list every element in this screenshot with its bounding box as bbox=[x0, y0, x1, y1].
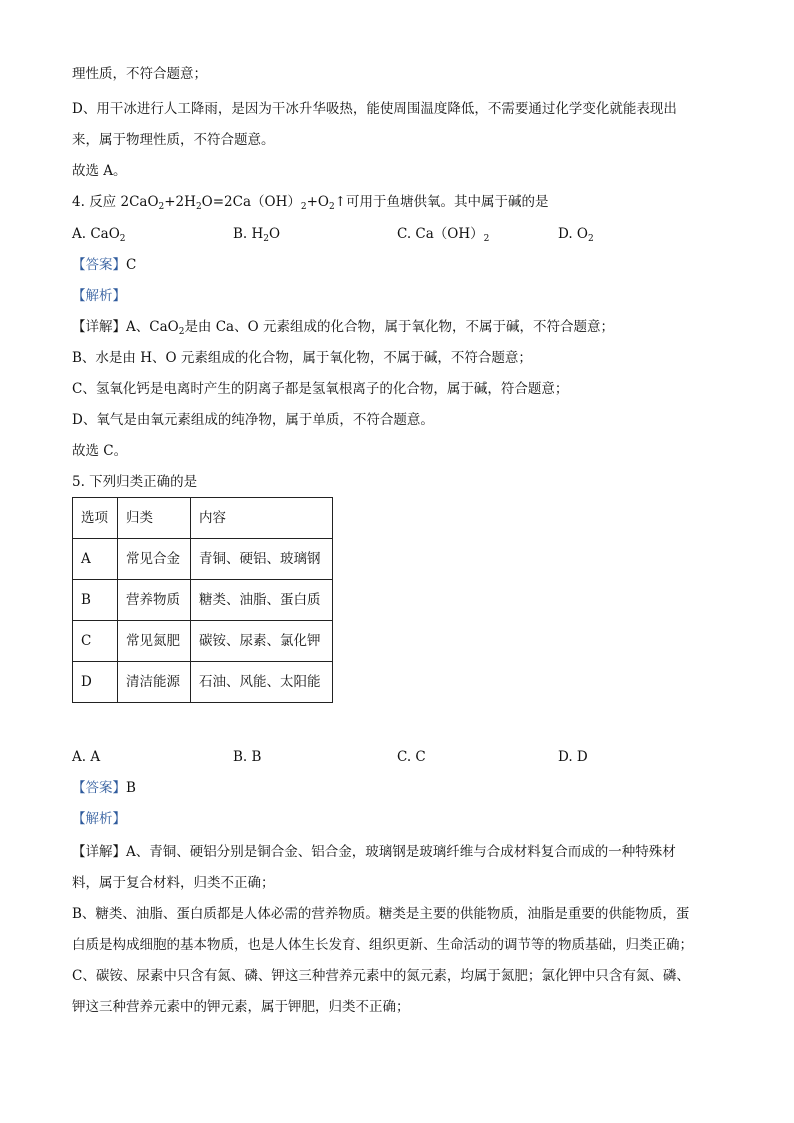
q4-sub: 2 bbox=[328, 202, 335, 212]
q4-option-b-tail: O bbox=[269, 226, 281, 242]
analysis-label: 【解析】 bbox=[72, 811, 126, 827]
q4-sub: 2 bbox=[588, 234, 594, 244]
q5-option-b: B. B bbox=[233, 749, 262, 765]
q5-detail-b-cont: 白质是构成细胞的基本物质，也是人体生长发育、组织更新、生命活动的调节等的物质基础，归类正确； bbox=[72, 937, 693, 953]
q4-stem-b: +2H bbox=[164, 194, 196, 210]
table-cell: 清洁能源 bbox=[118, 662, 191, 703]
table-header-cell: 归类 bbox=[118, 498, 191, 539]
q4-option-b bbox=[233, 224, 280, 244]
q4-sub: 2 bbox=[195, 202, 202, 212]
q4-option-a-text: A. CaO bbox=[72, 226, 120, 242]
table-cell: 青铜、硬铝、玻璃钢 bbox=[191, 539, 333, 580]
q4-stem-c: O=2Ca（OH） bbox=[201, 194, 301, 210]
table-cell: 常见合金 bbox=[118, 539, 191, 580]
q5-answer bbox=[72, 778, 136, 798]
q4-option-a bbox=[72, 224, 126, 244]
q5-detail-b: B、糖类、油脂、蛋白质都是人体必需的营养物质。糖类是主要的供能物质，油脂是重要的供能物质，蛋 bbox=[72, 906, 690, 922]
table-row bbox=[73, 539, 333, 580]
q4-sub: 2 bbox=[263, 234, 270, 244]
analysis-label: 【解析】 bbox=[72, 288, 126, 304]
answer-label: 【答案】 bbox=[72, 257, 126, 273]
table-cell: 石油、风能、太阳能 bbox=[191, 662, 333, 703]
q5-detail-a bbox=[72, 842, 676, 862]
classification-table bbox=[72, 497, 333, 703]
q5-detail-a-cont: 料，属于复合材料，归类不正确； bbox=[72, 875, 275, 891]
detail-text: A、CaO bbox=[126, 319, 179, 335]
q4-option-c-text: C. Ca（OH） bbox=[397, 226, 484, 242]
detail-text: 是由 Ca、O 元素组成的化合物，属于氧化物，不属于碱，不符合题意； bbox=[184, 319, 614, 335]
table-header-row bbox=[73, 498, 333, 539]
table-cell: C bbox=[73, 621, 118, 662]
q4-conclusion: 故选 C。 bbox=[72, 443, 128, 459]
table-row bbox=[73, 580, 333, 621]
table-cell: 糖类、油脂、蛋白质 bbox=[191, 580, 333, 621]
q4-sub: 2 bbox=[178, 327, 185, 337]
answer-label: 【答案】 bbox=[72, 780, 126, 796]
q4-sub: 2 bbox=[483, 234, 490, 244]
q4-stem bbox=[72, 192, 549, 212]
table-row bbox=[73, 662, 333, 703]
q4-detail-c: C、氢氧化钙是电离时产生的阴离子都是氢氧根离子的化合物，属于碱，符合题意； bbox=[72, 381, 569, 397]
q5-detail-c: C、碳铵、尿素中只含有氮、磷、钾这三种营养元素中的氮元素，均属于氮肥；氯化钾中只含有氮、磷、 bbox=[72, 968, 690, 984]
q4-analysis-label bbox=[72, 286, 126, 306]
q5-option-a: A. A bbox=[72, 749, 101, 765]
table-cell: A bbox=[73, 539, 118, 580]
q4-option-d-text: D. O bbox=[558, 226, 588, 242]
table-row bbox=[73, 621, 333, 662]
q4-sub: 2 bbox=[119, 234, 126, 244]
q4-stem-a: 反应 2CaO bbox=[89, 194, 159, 210]
q3-conclusion: 故选 A。 bbox=[72, 163, 127, 179]
q4-number: 4. bbox=[72, 194, 85, 210]
table-cell: B bbox=[73, 580, 118, 621]
q4-option-b-text: B. H bbox=[233, 226, 264, 242]
q3-option-d-explanation: D、用干冰进行人工降雨，是因为干冰升华吸热，能使周围温度降低，不需要通过化学变化就能表现出 bbox=[72, 101, 677, 117]
q4-detail-b: B、水是由 H、O 元素组成的化合物，属于氧化物，不属于碱，不符合题意； bbox=[72, 350, 532, 366]
q4-stem-e: ↑可用于鱼塘供氧。其中属于碱的是 bbox=[334, 194, 549, 210]
q4-option-d bbox=[558, 224, 594, 244]
q3-text-line: 理性质，不符合题意； bbox=[72, 66, 207, 82]
q5-option-d: D. D bbox=[558, 749, 588, 765]
q4-detail-a bbox=[72, 317, 614, 337]
q4-sub: 2 bbox=[300, 202, 307, 212]
q5-analysis-label bbox=[72, 809, 126, 829]
detail-label: 【详解】 bbox=[72, 319, 126, 335]
table-cell: D bbox=[73, 662, 118, 703]
answer-value: C bbox=[126, 257, 137, 273]
detail-label: 【详解】 bbox=[72, 844, 126, 860]
q5-option-c: C. C bbox=[397, 749, 426, 765]
q5-detail-c-cont: 钾这三种营养元素中的钾元素，属于钾肥，归类不正确； bbox=[72, 999, 410, 1015]
table-cell: 碳铵、尿素、氯化钾 bbox=[191, 621, 333, 662]
q4-stem-d: +O bbox=[306, 194, 329, 210]
table-header-cell: 选项 bbox=[73, 498, 118, 539]
table-cell: 营养物质 bbox=[118, 580, 191, 621]
q4-answer bbox=[72, 255, 136, 275]
detail-text: A、青铜、硬铝分别是铜合金、铝合金，玻璃钢是玻璃纤维与合成材料复合而成的一种特殊材 bbox=[126, 844, 676, 860]
q3-option-d-explanation-cont: 来，属于物理性质，不符合题意。 bbox=[72, 132, 275, 148]
q5-stem: 5. 下列归类正确的是 bbox=[72, 474, 198, 490]
table-cell: 常见氮肥 bbox=[118, 621, 191, 662]
q4-sub: 2 bbox=[158, 202, 165, 212]
answer-value: B bbox=[126, 780, 136, 796]
q4-option-c bbox=[397, 224, 489, 244]
q4-detail-d: D、氧气是由氧元素组成的纯净物，属于单质，不符合题意。 bbox=[72, 412, 434, 428]
table-header-cell: 内容 bbox=[191, 498, 333, 539]
